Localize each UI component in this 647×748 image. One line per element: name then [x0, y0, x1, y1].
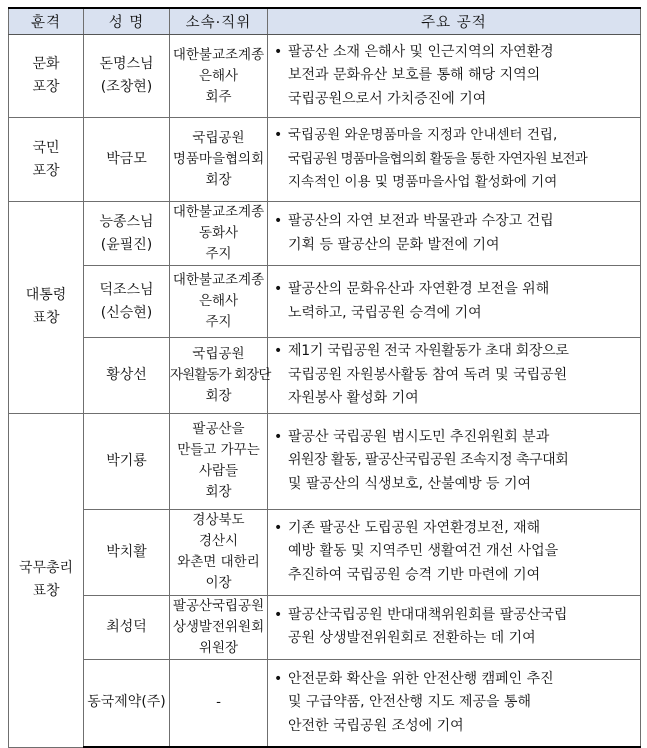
affiliation-text: 명품마을협의회: [172, 151, 265, 167]
table-row: [9, 266, 641, 338]
table-row: [9, 509, 641, 595]
bullet-marker: •: [274, 343, 283, 359]
award-text: 포장: [32, 162, 60, 179]
table-row: [9, 118, 641, 202]
affiliation-text: 대한불교조계종: [172, 46, 265, 63]
name-text: 박금모: [106, 151, 147, 167]
table-row: [9, 202, 641, 266]
affiliation-cell: [170, 35, 268, 118]
award-text: 국민: [32, 139, 60, 156]
bullet-marker: •: [274, 213, 283, 229]
achievement-cell: [268, 118, 641, 202]
affiliation-text: 동화사: [198, 225, 239, 241]
achievement-cell: [268, 35, 641, 118]
affiliation-cell: [170, 659, 268, 747]
name-text: 황상선: [106, 366, 147, 383]
affiliation-text: 은해사: [198, 67, 239, 84]
award-text: 표창: [32, 310, 60, 327]
affiliation-text: 주지: [205, 314, 232, 330]
name-cell: [84, 595, 170, 659]
affiliation-text: 만들고 가꾸는: [177, 442, 260, 458]
name-cell: [84, 413, 170, 509]
award-text: 대통령: [25, 287, 67, 304]
bullet-marker: •: [274, 43, 283, 60]
name-cell: [84, 338, 170, 414]
affiliation-text: 회장: [205, 387, 232, 404]
affiliation-cell: [170, 118, 268, 202]
affiliation-text: 상생발전위원회: [172, 618, 265, 635]
affiliation-text: 대한불교조계종: [172, 272, 265, 288]
name-cell: [84, 266, 170, 338]
achievement-text: 팔공산의 문화유산과 자연환경 보전을 위해: [288, 281, 550, 297]
affiliation-cell: [170, 266, 268, 338]
affiliation-text: 팔공산을: [192, 421, 245, 437]
bullet-marker: •: [274, 281, 283, 297]
affiliation-cell: [170, 595, 268, 659]
affiliation-text: 국립공원: [192, 345, 245, 362]
affiliation-text: 회장: [205, 172, 232, 188]
achievement-text: 및 구급약품, 안전산행 지도 제공을 통해: [288, 694, 532, 710]
affiliation-text: 주지: [205, 246, 232, 262]
achievement-text: 및 팔공산의 식생보호, 산불예방 등 기여: [288, 475, 532, 492]
affiliation-text: 대한불교조계종: [172, 204, 265, 220]
achievement-text: 지속적인 이용 및 명품마을사업 활성화에 기여: [288, 174, 558, 191]
award-cell: [9, 202, 84, 414]
bullet-marker: •: [274, 519, 283, 536]
achievement-cell: [268, 338, 641, 414]
achievement-text: 국립공원으로서 가치증진에 기여: [288, 90, 487, 107]
affiliation-text: 사람들: [198, 463, 239, 479]
table-row: [9, 595, 641, 659]
name-cell: [84, 202, 170, 266]
affiliation-text: 국립공원: [192, 130, 245, 146]
award-cell: [9, 413, 84, 747]
awards-table: [8, 7, 641, 748]
achievement-cell: [268, 509, 641, 595]
affiliation-cell: [170, 413, 268, 509]
name-cell: [84, 659, 170, 747]
affiliation-text: 경상북도: [192, 512, 245, 528]
affiliation-text: 와촌면 대한리: [177, 554, 260, 570]
affiliation-text: 경산시: [198, 533, 239, 549]
achievement-cell: [268, 202, 641, 266]
table-row: [9, 338, 641, 414]
name-text: 동국제약(주): [87, 694, 166, 711]
award-text: 문화: [32, 56, 60, 72]
achievement-cell: [268, 659, 641, 747]
table-row: [9, 413, 641, 509]
name-cell: [84, 35, 170, 118]
name-text: 덕조스님: [99, 281, 154, 298]
header-name: 성 명: [84, 8, 170, 35]
affiliation-text: 위원장: [198, 639, 239, 656]
affiliation-text: 팔공산국립공원: [172, 597, 265, 614]
name-text: (윤필진): [100, 236, 153, 253]
achievement-text: 팔공산의 자연 보전과 박물관과 수장고 건립: [288, 213, 554, 229]
award-text: 국무총리: [18, 560, 74, 576]
achievement-text: 제1기 국립공원 전국 자원활동가 초대 회장으로: [288, 343, 569, 359]
name-text: 박치활: [106, 543, 147, 560]
award-text: 포장: [32, 79, 60, 95]
achievement-text: 기획 등 팔공산의 문화 발전에 기여: [288, 236, 500, 253]
bullet-marker: •: [274, 670, 283, 687]
achievement-text: 공원 상생발전위원회로 전환하는 데 기여: [288, 630, 536, 646]
header-affiliation: 소속·직위: [170, 8, 268, 35]
name-text: 능종스님: [99, 213, 154, 230]
achievement-text: 예방 활동 및 지역주민 생활여건 개선 사업을: [288, 543, 559, 560]
achievement-text: 추진하여 국립공원 승격 기반 마련에 기여: [288, 566, 541, 583]
header-award: 훈격: [9, 8, 84, 35]
name-text: 돈명스님: [99, 56, 154, 72]
award-cell: [9, 35, 84, 118]
award-text: 표창: [32, 583, 60, 599]
bullet-marker: •: [274, 428, 283, 445]
achievement-cell: [268, 595, 641, 659]
achievement-text: 안전문화 확산을 위한 안전산행 캠페인 추진: [288, 670, 554, 687]
name-text: (조창현): [100, 79, 153, 95]
achievement-text: 위원장 활동, 팔공산국립공원 조속지정 촉구대회: [288, 452, 569, 469]
name-text: (신승현): [100, 304, 153, 321]
affiliation-text: -: [216, 694, 221, 711]
affiliation-text: 이장: [205, 575, 232, 591]
header-achievement: 주요 공적: [268, 8, 641, 35]
achievement-text: 자원봉사 활성화 기여: [288, 390, 419, 406]
header-row: [9, 8, 641, 35]
achievement-text: 안전한 국립공원 조성에 기여: [288, 717, 464, 734]
achievement-text: 팔공산국립공원 반대대책위원회를 팔공산국립: [288, 606, 568, 623]
table-row: [9, 659, 641, 747]
name-text: 최성덕: [106, 618, 147, 635]
achievement-text: 기존 팔공산 도립공원 자연환경보전, 재해: [288, 519, 541, 536]
achievement-text: 국립공원 와운명품마을 지정과 안내센터 건립,: [288, 127, 558, 144]
name-cell: [84, 509, 170, 595]
achievement-text: 노력하고, 국립공원 승격에 기여: [288, 304, 482, 321]
award-cell: [9, 118, 84, 202]
achievement-cell: [268, 266, 641, 338]
achievement-text: 보전과 문화유산 보호를 통해 해당 지역의: [288, 67, 541, 84]
awards-table-container: [8, 7, 641, 748]
achievement-text: 국립공원 명품마을협의회 활동을 통한 자연자원 보전과: [288, 150, 587, 167]
bullet-marker: •: [274, 127, 283, 144]
affiliation-text: 자원활동가 회장단: [170, 366, 271, 383]
achievement-text: 팔공산 국립공원 범시도민 추진위원회 분과: [288, 428, 550, 445]
affiliation-cell: [170, 202, 268, 266]
affiliation-text: 회장: [205, 484, 232, 500]
achievement-cell: [268, 413, 641, 509]
affiliation-text: 회주: [205, 88, 232, 105]
achievement-text: 국립공원 자원봉사활동 참여 독려 및 국립공원: [288, 366, 568, 383]
affiliation-cell: [170, 509, 268, 595]
name-text: 박기룡: [106, 452, 147, 469]
bullet-marker: •: [274, 606, 283, 623]
affiliation-cell: [170, 338, 271, 414]
table-row: [9, 35, 641, 118]
achievement-text: 팔공산 소재 은해사 및 인근지역의 자연환경: [288, 43, 554, 60]
affiliation-text: 은해사: [198, 293, 239, 309]
name-cell: [84, 118, 170, 202]
